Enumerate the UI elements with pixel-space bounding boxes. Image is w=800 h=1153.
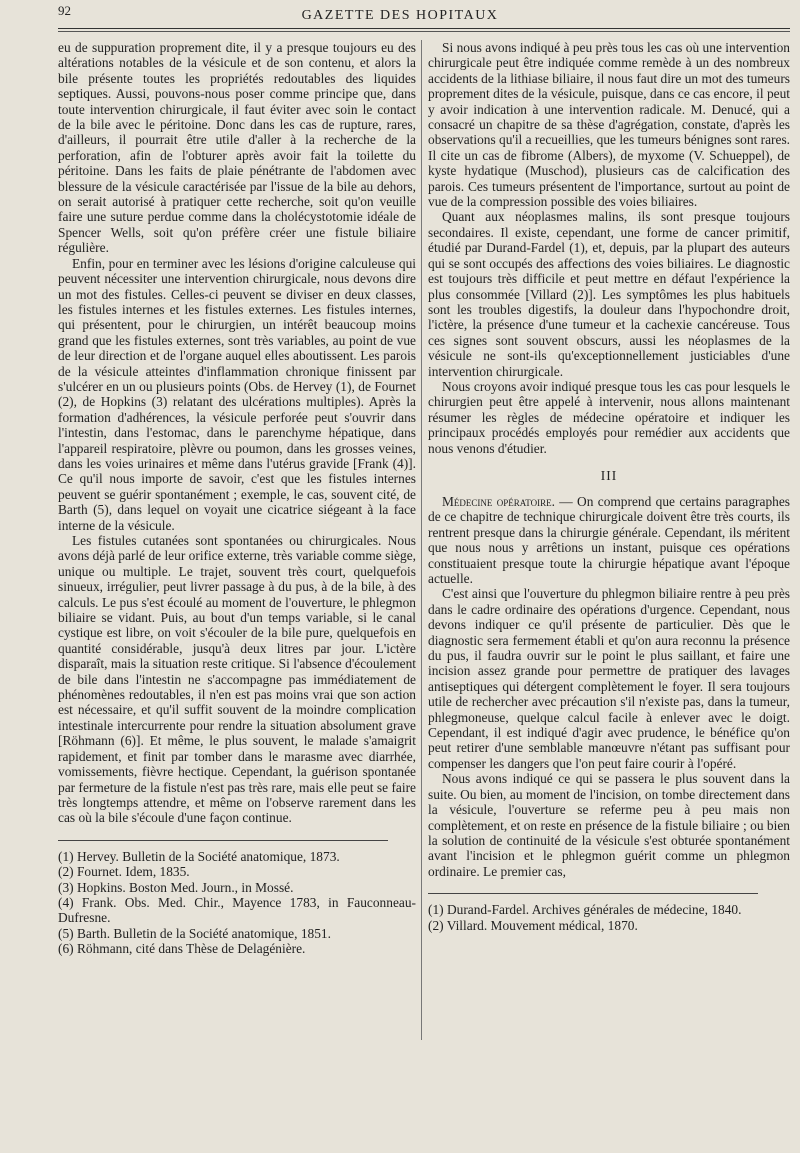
left-paragraph-3: Les fistules cutanées sont spontanées ou chirurgicales. Nous avons déjà parlé de leur orifice externe, très variable comme siège, unique ou multiple. Le trajet, souvent très court, quelquefois sinueux, irrégulier, peut livrer passage à du pus, à de la bile, à des calculs. Le pus s'est écoulé au moment de l'ouverture, le phlegmon biliaire se vidant. Puis, au bout d'un temps variable, si le canal cystique est libre, on voit s'écouler de la bile pure, quelquefois en quantité considérable, jusqu'à deux litres par jour. L'ictère disparaît, mais la situation reste critique. Si l'absence d'écoulement de bile dans l'intestin ne s'accompagne pas immédiatement de phénomènes redoutables, il n'en est pas moins vrai que son action est nécessaire, et qu'il suffit souvent de la moindre complication intestinale intercurrente pour rendre la situation absolument grave [Röhmann (6)]. Et même, le plus souvent, le malade s'amaigrit rapidement, et finit par tomber dans le marasme avec diarrhée, vomissements, fièvre hectique. Cependant, la guérison spontanée par fermeture de la fistule n'est pas très rare, mais elle peut se faire très longtemps attendre, et même on l'observe rarement dans les cas où la bile s'écoule d'une façon continue. <box>58 533 416 826</box>
footnote-1: (1) Hervey. Bulletin de la Société anatomique, 1873. <box>58 848 340 864</box>
footnote-4: (4) Frank. Obs. Med. Chir., Mayence 1783, in Fauconneau-Dufresne. <box>58 894 416 926</box>
right-column <box>428 40 790 1145</box>
header-rule <box>58 28 790 32</box>
left-paragraph-1: eu de suppuration proprement dite, il y a presque toujours eu des altérations notables de la vésicule et de son contenu, et alors la bile présente toutes les propriétés redoutables des liquides septiques. Aussi, pouvons-nous poser comme principe que, dans toute intervention chirurgicale, il faut éviter avec soin le contact de la bile avec le péritoine. Donc dans les cas de rupture, rares, d'ailleurs, il pourrait être utile d'aller à la recherche de la perforation, afin de l'obturer après avoir fait la toilette du péritoine. Dans les faits de plaie pénétrante de l'abdomen avec blessure de la vésicule caractérisée par l'issue de la bile au dehors, on serait autorisé à pratiquer cette recherche, soit qu'on veuille faire une suture perdue comme dans la cholécystotomie idéale de Spencer Wells, soit qu'on préfère créer une fistule biliaire régulière. <box>58 40 416 256</box>
right-paragraph-4 <box>428 494 790 586</box>
right-paragraph-1: Si nous avons indiqué à peu près tous les cas où une intervention chirurgicale peut être indiquée comme remède à un des nombreux accidents de la lithiase biliaire, il nous faut dire un mot des tumeurs proprement dites de la vésicule, puisque, dans ce cas encore, il peut y avoir indication à une intervention radicale. M. Denucé, qui a consacré un chapitre de sa thèse d'agrégation, constate, d'après les observations qu'il a recueillies, que les tumeurs bénignes sont rares. Il cite un cas de fibrome (Albers), de myxome (V. Schueppel), de kyste hydatique (Muschod), plusieurs cas de calcification des parois. Ces tumeurs présentent de l'importance, surtout au point de vue de la compression possible des voies biliaires. <box>428 40 790 210</box>
running-title: GAZETTE DES HOPITAUX <box>301 8 499 23</box>
section-heading: III <box>600 467 618 483</box>
footnote-6: (6) Röhmann, cité dans Thèse de Delagénière. <box>58 941 306 957</box>
column-divider <box>421 40 422 1040</box>
right-paragraph-2: Quant aux néoplasmes malins, ils sont presque toujours secondaires. Il existe, cependant, une forme de cancer primitif, étudié par Durand-Fardel (1), et, depuis, par la plupart des auteurs qui se sont occupés des affections des voies biliaires. Le diagnostic est toujours très difficile et peut mettre en défaut l'expérience la plus consommée [Villard (2)]. Les symptômes les plus habituels sont les troubles digestifs, la douleur dans l'hypochondre droit, l'ictère, la présence d'une tumeur et la cachexie cancéreuse. Tous ces signes sont souvent obscurs, aussi les néoplasmes de la vésicule ne sont-ils qu'exceptionnellement justiciables d'une intervention chirurgicale. <box>428 209 790 379</box>
right-paragraph-4-text: — On comprend que certains paragraphes de ce chapitre de technique chirurgicale doivent être très courts, ils rentrent presque dans la chirurgie générale. Cependant, ils méritent que nous nous y arrêtions un instant, puisque ces opérations constituaient presque toute la chirurgie hépatique avant l'époque actuelle. <box>428 493 790 586</box>
page-number: 92 <box>58 3 71 18</box>
footnote-right-1: (1) Durand-Fardel. Archives générales de médecine, 1840. <box>428 902 742 918</box>
footnote-rule <box>58 840 388 841</box>
section-lead: Médecine opératoire. <box>442 493 555 509</box>
left-column <box>58 40 416 1145</box>
footnote-right-2: (2) Villard. Mouvement médical, 1870. <box>428 917 638 933</box>
footnote-3: (3) Hopkins. Boston Med. Journ., in Mossé. <box>58 879 294 895</box>
right-paragraph-3: Nous croyons avoir indiqué presque tous les cas pour lesquels le chirurgien peut être appelé à intervenir, nous allons maintenant résumer les règles de médecine opératoire et indiquer les principaux procédés employés pour remédier aux accidents que nous venons d'étudier. <box>428 378 790 456</box>
left-paragraph-2: Enfin, pour en terminer avec les lésions d'origine calculeuse qui peuvent nécessiter une intervention chirurgicale, nous devons dire un mot des fistules. Celles-ci peuvent se diviser en deux classes, les fistules internes et les fistules externes. Les fistules internes, qui présentent, pour le chirurgien, un intérêt beaucoup moins grand que les fistules externes, sont très variables, au point de vue de leur direction et de l'organe auquel elles aboutissent. Les parois de la vésicule atteintes d'inflammation chronique finissent par s'ulcérer en un ou plusieurs points (Obs. de Hervey (1), de Fournet (2), de Hopkins (3) relatant des ulcérations multiples). Après la formation d'adhérences, la vésicule perforée peut s'ouvrir dans l'intestin, dans l'estomac, dans le parenchyme hépatique, dans l'appareil respiratoire, plèvre ou poumon, dans les grosses veines, dans les voies urinaires et même dans l'utérus gravide [Frank (4)]. Ce qu'il nous importe de savoir, c'est que les fistules internes peuvent se guérir spontanément ; exemple, le cas, souvent cité, de Barth (5), dans lequel on voyait une cicatrice siégeant à la face interne de la vésicule. <box>58 255 416 533</box>
footnote-2: (2) Fournet. Idem, 1835. <box>58 864 190 880</box>
right-paragraph-6: Nous avons indiqué ce qui se passera le plus souvent dans la suite. Ou bien, au moment de l'incision, on tombe directement dans la vésicule, l'ouverture se referme peu à peu mais non complètement, et on reste en présence de la fistule biliaire ; ou bien la solution de continuité de la vésicule s'est obturée spontanément avant l'incision et le phlegmon guérit comme un phlegmon ordinaire. Le premier cas, <box>428 771 790 879</box>
footnote-rule-right <box>428 893 758 894</box>
footnote-5: (5) Barth. Bulletin de la Société anatomique, 1851. <box>58 925 331 941</box>
right-paragraph-5: C'est ainsi que l'ouverture du phlegmon biliaire rentre à peu près dans le cadre ordinaire des opérations d'urgence. Cependant, nous devons indiquer ce qu'il présente de particulier. Dès que le diagnostic sera fermement établi et qu'on aura reconnu la présence du pus, il faudra ouvrir sur le point le plus saillant, et faire une incision assez grande pour permettre de pratiquer des lavages antiseptiques qui détergent complètement le foyer. Il sera toujours utile de rechercher avec précaution s'il n'existe pas, dans la tumeur, phlegmoneuse, quelque calcul facile à enlever avec le doigt. Cependant, il est indiqué d'agir avec prudence, le bénéfice qu'on peut retirer d'une semblable manœuvre n'étant pas suffisant pour compenser les dangers que l'on peut faire courir à l'opéré. <box>428 586 790 771</box>
